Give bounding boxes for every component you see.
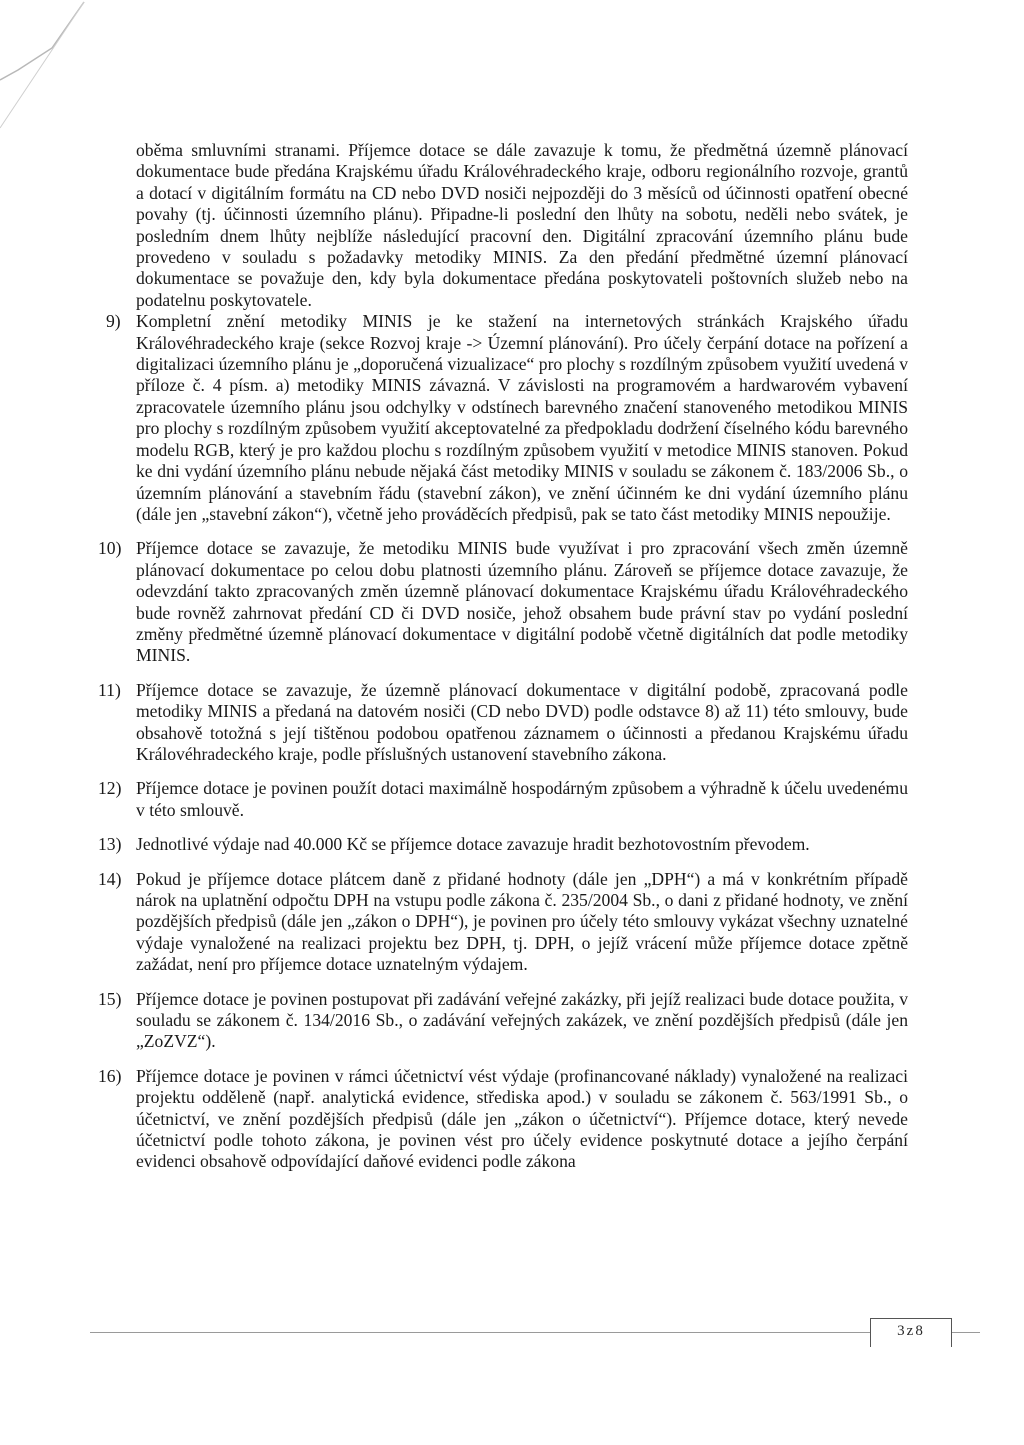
item-number: 15): [98, 988, 122, 1009]
item-number: 14): [98, 868, 122, 889]
list-item-10: [98, 538, 908, 666]
item-text: Kompletní znění metodiky MINIS je ke stažení na internetových stránkách Krajského úřadu Královéhradeckého kraje (sekce Rozvoj kraje -> Územní plánování). Pro účely čerpání dotace na pořízení a digitalizaci územního plánu je „doporučená vizualizace“ pro plochy s rozdílným způsobem využití uvedená v příloze č. 4 písm. a) metodiky MINIS závazná. V závislosti na programovém a hardwarovém vybavení zpracovatele územního plánu jsou odchylky v odstínech barevného značení stanoveného metodikou MINIS pro plochy s rozdílným způsobem využití akceptovatelné za předpokladu dodržení číselného kódu barevného modelu RGB, který je pro každou plochu s rozdílným způsobem využití v metodice MINIS stanoven. Pokud ke dni vydání územního plánu nebude nějaká část metodiky MINIS v souladu se zákonem č. 183/2006 Sb., o územním plánování a stavebním řádu (stavební zákon), ve znění účinném ke dni vydání územního plánu (dále jen „stavební zákon“), včetně jeho prováděcích předpisů, pak se tato část metodiky MINIS nepoužije.: [136, 311, 908, 524]
item-text: Příjemce dotace se zavazuje, že územně plánovací dokumentace v digitální podobě, zpracovaná podle metodiky MINIS a předaná na datovém nosiči (CD nebo DVD) podle odstavce 8) až 11) této smlouvy, bude obsahově totožná s její tištěnou podobou opatřenou záznamem o účinnosti a předanou Krajskému úřadu Královéhradeckého kraje, podle příslušných ustanovení stavebního zákona.: [136, 679, 908, 764]
item-number: 9): [106, 311, 121, 332]
list-item-11: [98, 679, 908, 766]
list-item-12: [98, 778, 908, 821]
footer-rule: [90, 1332, 980, 1333]
item-number: 13): [98, 834, 122, 855]
page-number: 3z8: [897, 1323, 925, 1339]
item-number: 10): [98, 538, 122, 559]
item-text: Příjemce dotace je povinen postupovat při zadávání veřejné zakázky, při jejíž realizaci bude dotace použita, v souladu se zákonem č. 134/2016 Sb., o zadávání veřejných zakázek, ve znění pozdějších předpisů (dále jen „ZoZVZ“).: [136, 988, 908, 1052]
intro-paragraph: oběma smluvními stranami. Příjemce dotace se dále zavazuje k tomu, že předmětná územně plánovací dokumentace bude předána Krajskému úřadu Královéhradeckého kraje, odboru regionálního rozvoje, grantů a dotací v digitálním formátu na CD nebo DVD nosiči nejpozději do 3 měsíců od účinnosti opatření obecné povahy (tj. účinnosti územního plánu). Připadne-li poslední den lhůty na sobotu, neděli nebo svátek, je posledním dnem lhůty nejblíže následující pracovní den. Digitální zpracování územního plánu bude provedeno v souladu s požadavky metodiky MINIS. Za den předání předmětné územní plánovací dokumentace se považuje den, kdy byla dokumentace předána poskytovateli poštovních služeb nebo na podatelnu poskytovatele.: [136, 140, 908, 310]
list-item-14: [98, 868, 908, 976]
document-body: [98, 140, 908, 1186]
scan-corner-mark: [0, 0, 90, 130]
list-item-16: [98, 1065, 908, 1173]
item-text: Příjemce dotace je povinen použít dotaci maximálně hospodárným způsobem a výhradně k účelu uvedenému v této smlouvě.: [136, 778, 908, 820]
item-text: Příjemce dotace je povinen v rámci účetnictví vést výdaje (profinancované náklady) vynaložené na realizaci projektu odděleně (např. analytická evidence, střediska apod.) v souladu se zákonem č. 563/1991 Sb., o účetnictví, ve znění pozdějších předpisů (dále jen „zákon o účetnictví“). Příjemce dotace, který nevede účetnictví podle tohoto zákona, je povinen vést pro účely evidence poskytnuté dotace a jejího čerpání evidenci obsahově odpovídající daňové evidenci podle zákona: [136, 1065, 908, 1172]
page-number-box: [870, 1318, 952, 1347]
list-item-13: [98, 834, 908, 855]
item-number: 11): [98, 679, 121, 700]
item-text: Jednotlivé výdaje nad 40.000 Kč se příjemce dotace zavazuje hradit bezhotovostním převodem.: [136, 834, 810, 855]
list-item-15: [98, 988, 908, 1053]
item-number: 16): [98, 1065, 122, 1086]
item-text: Pokud je příjemce dotace plátcem daně z přidané hodnoty (dále jen „DPH“) a má v konkrétním případě nárok na uplatnění odpočtu DPH na vstupu podle zákona č. 235/2004 Sb., o dani z přidané hodnoty, ve znění pozdějších předpisů (dále jen „zákon o DPH“), je povinen pro účely této smlouvy vykázat všechny uznatelné výdaje vynaložené na realizaci projektu bez DPH, tj. DPH, o jejíž vrácení může příjemce dotace zpětně zažádat, není pro příjemce dotace uznatelným výdajem.: [136, 868, 908, 975]
item-number: 12): [98, 778, 122, 799]
list-item-9: [106, 311, 908, 525]
item-text: Příjemce dotace se zavazuje, že metodiku MINIS bude využívat i pro zpracování všech změn územně plánovací dokumentace po celou dobu platnosti územního plánu. Zároveň se příjemce dotace zavazuje, že odevzdání takto zpracovaných změn územně plánovací dokumentace Krajskému úřadu Královéhradeckého bude rovněž zahrnovat předání CD či DVD nosiče, jehož obsahem bude právní stav po vydání poslední změny předmětné územně plánovací dokumentace v digitální podobě včetně digitálních dat podle metodiky MINIS.: [136, 538, 908, 666]
